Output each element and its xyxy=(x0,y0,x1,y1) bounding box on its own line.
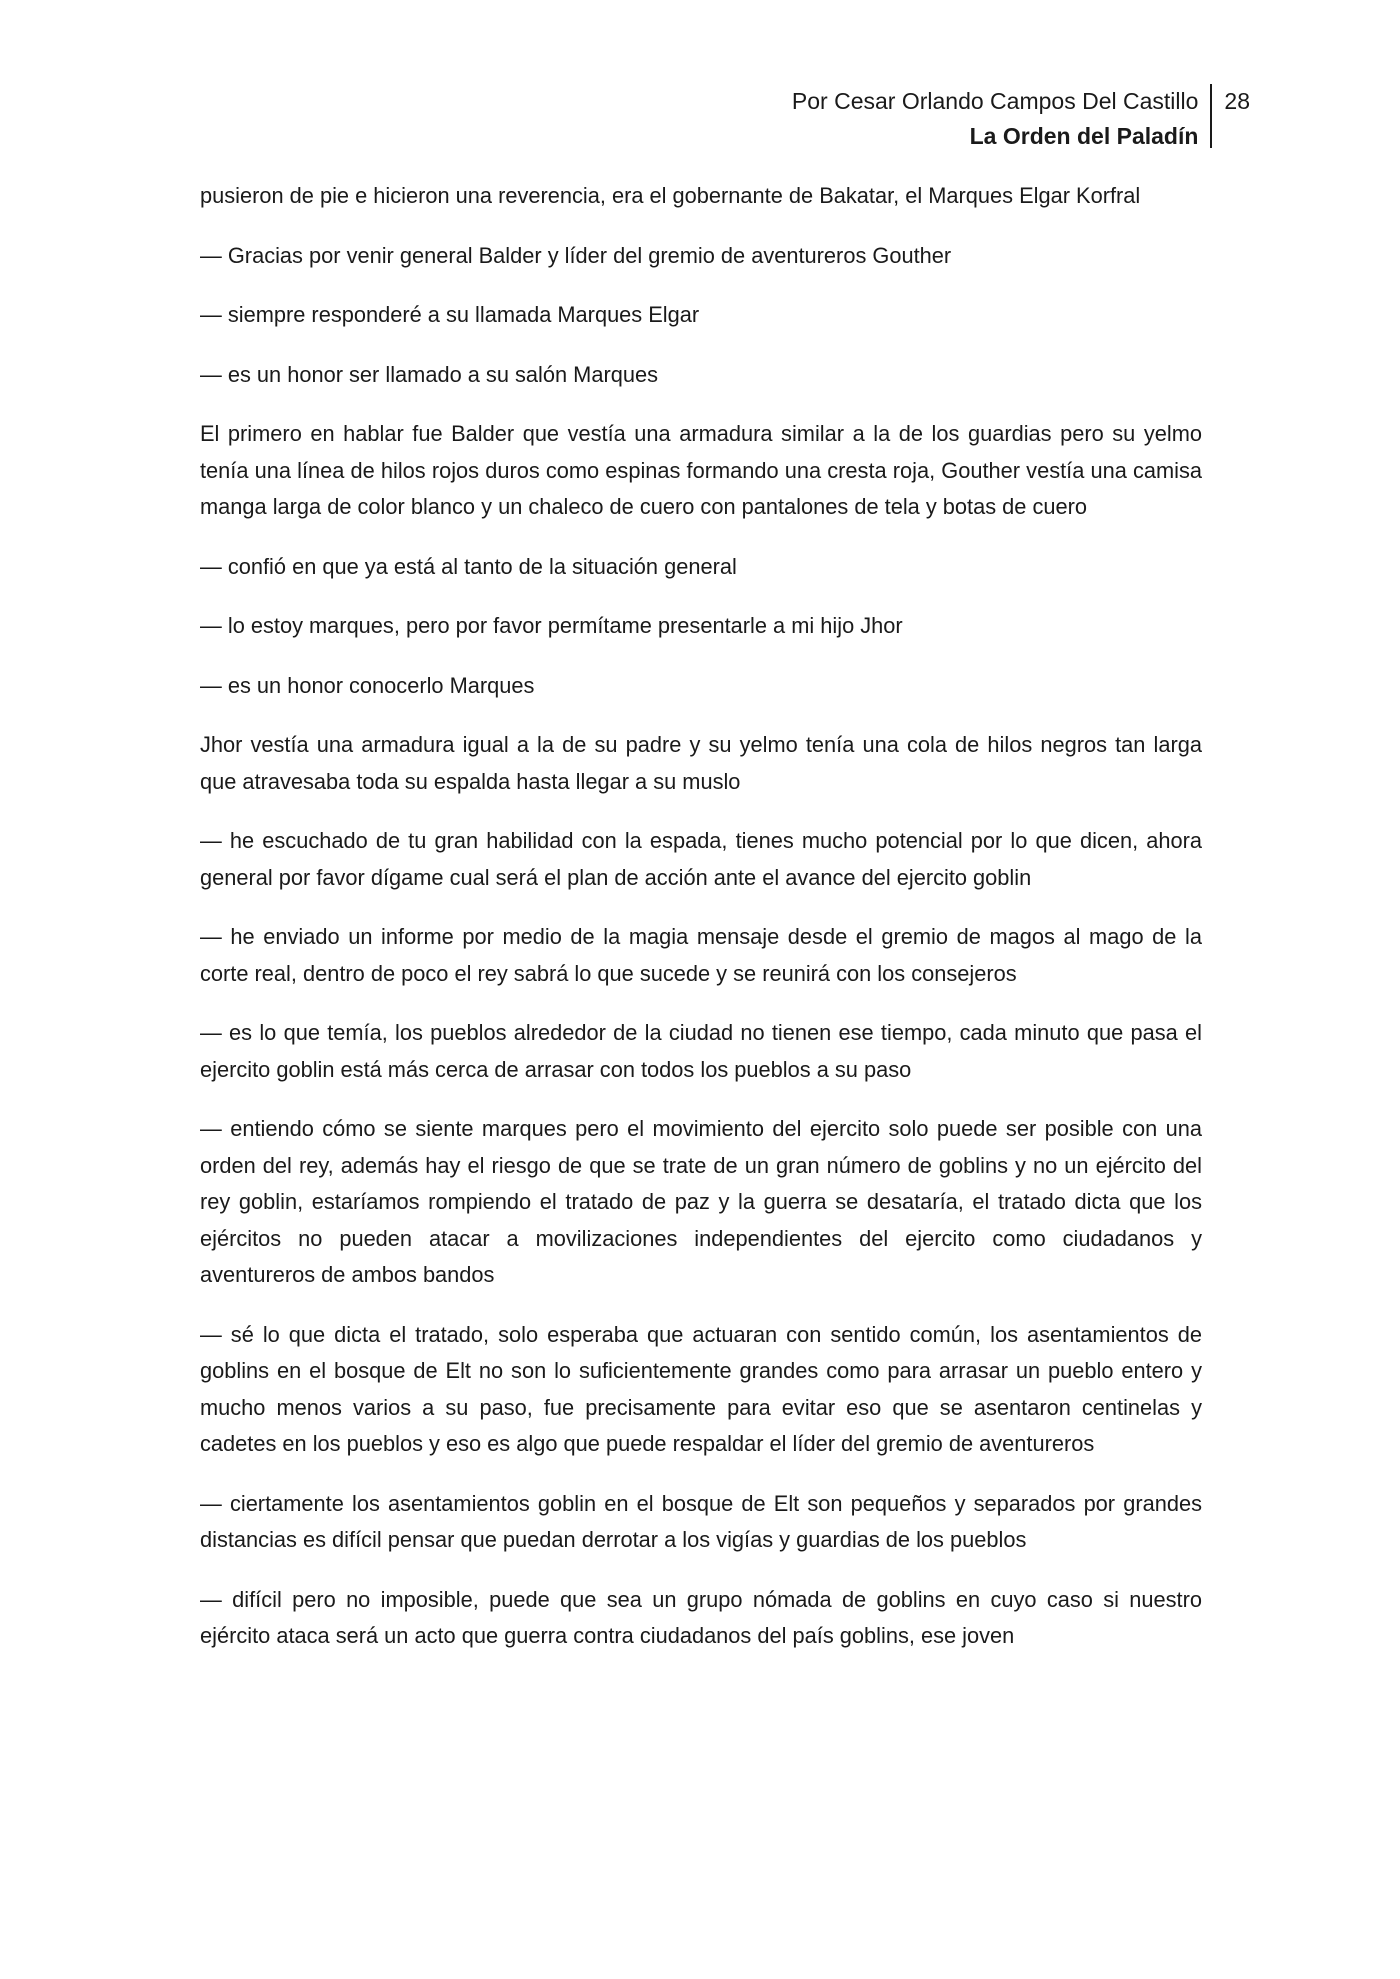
page-number: 28 xyxy=(1224,88,1250,114)
dialogue-line: — siempre responderé a su llamada Marques Elgar xyxy=(200,302,700,327)
header-book-title: La Orden del Paladín xyxy=(969,123,1199,149)
body-text xyxy=(200,178,1202,1678)
paragraph: Jhor vestía una armadura igual a la de su padre y su yelmo tenía una cola de hilos negros tan larga que atravesaba toda su espalda hasta llegar a su muslo xyxy=(200,732,1202,794)
dialogue-line: — confió en que ya está al tanto de la situación general xyxy=(200,553,737,579)
dialogue-line: — difícil pero no imposible, puede que sea un grupo nómada de goblins en cuyo caso si nuestro ejército ataca será un acto que guerra contra ciudadanos del país goblins, ese joven xyxy=(200,1586,1202,1648)
paragraph: pusieron de pie e hicieron una reverencia, era el gobernante de Bakatar, el Marques Elgar Korfral xyxy=(200,183,1141,208)
dialogue-line: — es un honor ser llamado a su salón Marques xyxy=(200,361,658,387)
page-header xyxy=(792,84,1250,154)
dialogue-line: — es un honor conocerlo Marques xyxy=(200,672,535,698)
dialogue-line: — ciertamente los asentamientos goblin en el bosque de Elt son pequeños y separados por grandes distancias es difícil pensar que puedan derrotar a los vigías y guardias de los pueblos xyxy=(200,1490,1202,1552)
dialogue-line: — lo estoy marques, pero por favor permítame presentarle a mi hijo Jhor xyxy=(200,613,903,638)
dialogue-line: — Gracias por venir general Balder y líder del gremio de aventureros Gouther xyxy=(200,242,952,268)
paragraph: El primero en hablar fue Balder que vestía una armadura similar a la de los guardias pero su yelmo tenía una línea de hilos rojos duros como espinas formando una cresta roja, Gouther vestía una camisa manga larga de color blanco y un chaleco de cuero con pantalones de tela y botas de cuero xyxy=(200,421,1202,519)
dialogue-line: — sé lo que dicta el tratado, solo esperaba que actuaran con sentido común, los asentamientos de goblins en el bosque de Elt no son lo suficientemente grandes como para arrasar un pueblo entero y mucho menos varios a su paso, fue precisamente para evitar eso que se asentaron centinelas y cadetes en los pueblos y eso es algo que puede respaldar el líder del gremio de aventureros xyxy=(200,1321,1202,1456)
header-author: Por Cesar Orlando Campos Del Castillo xyxy=(791,88,1199,114)
dialogue-line: — he escuchado de tu gran habilidad con la espada, tienes mucho potencial por lo que dicen, ahora general por favor dígame cual será el plan de acción ante el avance del ejercito goblin xyxy=(200,828,1202,890)
dialogue-line: — es lo que temía, los pueblos alrededor de la ciudad no tienen ese tiempo, cada minuto que pasa el ejercito goblin está más cerca de arrasar con todos los pueblos a su paso xyxy=(200,1020,1202,1082)
header-text-block xyxy=(792,84,1211,154)
dialogue-line: — entiendo cómo se siente marques pero el movimiento del ejercito solo puede ser posible con una orden del rey, además hay el riesgo de que se trate de un gran número de goblins y no un ejército del rey goblin, estaríamos rompiendo el tratado de paz y la guerra se desataría, el tratado dicta que los ejércitos no pueden atacar a movilizaciones independientes del ejercito como ciudadanos y aventureros de ambos bandos xyxy=(200,1116,1202,1287)
dialogue-line: — he enviado un informe por medio de la magia mensaje desde el gremio de magos al mago de la corte real, dentro de poco el rey sabrá lo que sucede y se reunirá con los consejeros xyxy=(200,924,1202,986)
